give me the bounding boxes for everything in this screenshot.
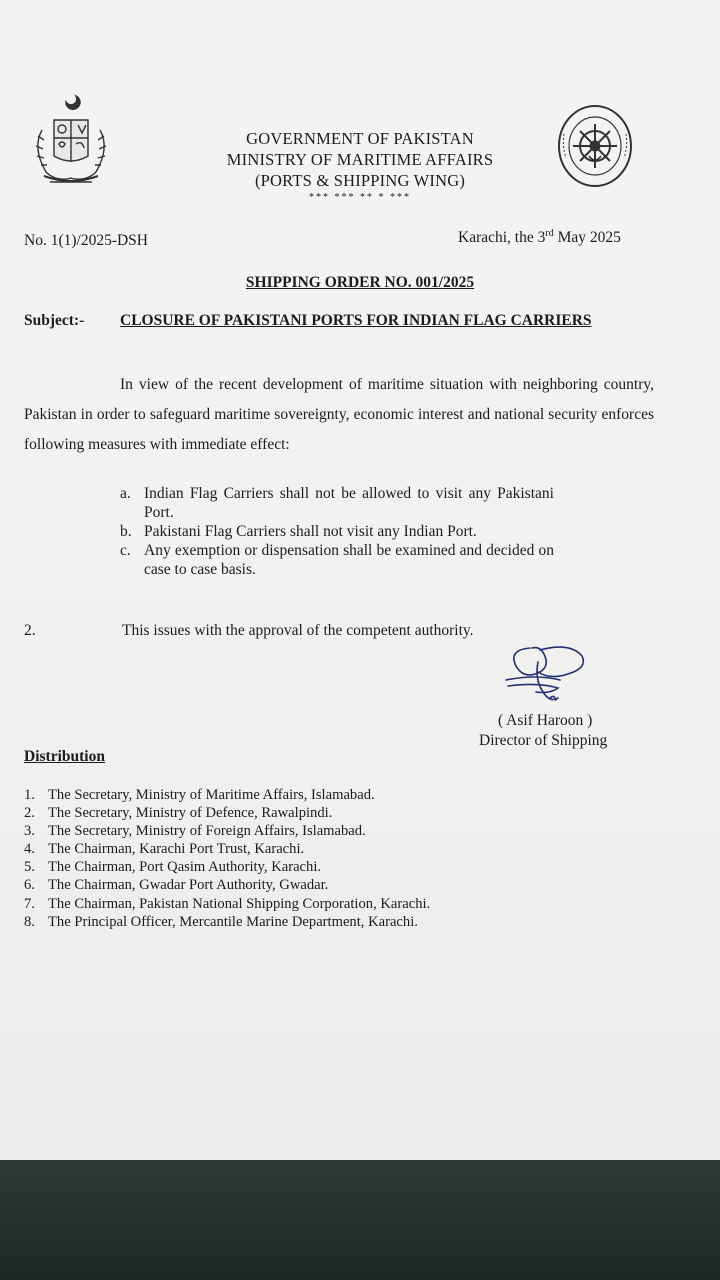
- distribution-item-text: The Principal Officer, Mercantile Marine Department, Karachi.: [48, 913, 418, 930]
- paragraph-number: 2.: [24, 622, 36, 639]
- measures-list: [120, 484, 554, 579]
- letterhead: [160, 128, 560, 205]
- distribution-item-text: The Chairman, Port Qasim Authority, Karachi.: [48, 859, 322, 876]
- measure-letter: c.: [120, 542, 131, 559]
- signature: [500, 640, 590, 710]
- distribution-item-number: 6.: [24, 877, 35, 894]
- distribution-item-number: 8.: [24, 913, 35, 930]
- header-line-government: GOVERNMENT OF PAKISTAN: [246, 129, 474, 148]
- measure-item: [120, 522, 554, 541]
- distribution-item-number: 3.: [24, 823, 35, 840]
- header-line-wing: (PORTS & SHIPPING WING): [254, 171, 466, 190]
- header-line-ministry: MINISTRY OF MARITIME AFFAIRS: [226, 150, 494, 169]
- order-title: SHIPPING ORDER NO. 001/2025: [245, 274, 475, 291]
- intro-paragraph: In view of the recent development of maritime situation with neighboring country, Pakistan in order to safeguard maritime sovereignty, economic interest and national security enforces following measures with immediate effect:: [24, 376, 654, 453]
- distribution-title: Distribution: [24, 748, 105, 765]
- distribution-item: [24, 913, 430, 931]
- distribution-item: [24, 786, 430, 804]
- distribution-item: [24, 840, 430, 858]
- distribution-item-text: The Chairman, Pakistan National Shipping Corporation, Karachi.: [48, 895, 431, 912]
- measure-text: Any exemption or dispensation shall be examined and decided on case to case basis.: [144, 542, 554, 578]
- measure-letter: b.: [120, 523, 132, 540]
- measure-text: Indian Flag Carriers shall not be allowed to visit any Pakistani Port.: [144, 485, 554, 521]
- date-prefix: Karachi, the 3: [458, 229, 546, 247]
- measure-item: [120, 541, 554, 579]
- distribution-item-text: The Secretary, Ministry of Maritime Affairs, Islamabad.: [48, 787, 375, 803]
- distribution-item-text: The Chairman, Karachi Port Trust, Karachi.: [48, 841, 305, 858]
- subject-label: Subject:-: [24, 312, 85, 329]
- distribution-item-number: 4.: [24, 841, 35, 858]
- date-ordinal-suffix: rd: [545, 228, 554, 239]
- approval-paragraph: This issues with the approval of the competent authority.: [122, 622, 474, 639]
- ports-shipping-wing-seal-icon: [556, 104, 634, 188]
- measure-text: Pakistani Flag Carriers shall not visit any Indian Port.: [144, 523, 477, 540]
- distribution-item: [24, 895, 430, 913]
- measure-letter: a.: [120, 485, 131, 502]
- distribution-item: [24, 858, 430, 876]
- header-stars: *** *** ** * ***: [309, 192, 411, 203]
- subject-text: CLOSURE OF PAKISTANI PORTS FOR INDIAN FLAG CARRIERS: [120, 312, 592, 329]
- distribution-item-number: 5.: [24, 859, 35, 876]
- reference-number: No. 1(1)/2025-DSH: [24, 232, 148, 249]
- distribution-item-number: 7.: [24, 895, 35, 912]
- distribution-list: [24, 786, 430, 931]
- pakistan-state-emblem-icon: [28, 92, 114, 192]
- distribution-item-number: 2.: [24, 805, 35, 822]
- document-date: [458, 228, 621, 247]
- distribution-item-text: The Secretary, Ministry of Defence, Rawalpindi.: [48, 805, 333, 822]
- date-month-year: May 2025: [553, 229, 621, 247]
- signatory-name: ( Asif Haroon ): [498, 712, 593, 729]
- distribution-item: [24, 804, 430, 822]
- distribution-item-text: The Chairman, Gwadar Port Authority, Gwadar.: [48, 877, 329, 894]
- distribution-item: [24, 822, 430, 840]
- distribution-item-number: 1.: [24, 787, 35, 803]
- measure-item: [120, 484, 554, 522]
- signatory-designation: Director of Shipping: [479, 732, 608, 749]
- desk-surface-background: [0, 1160, 720, 1280]
- distribution-item: [24, 876, 430, 894]
- distribution-item-text: The Secretary, Ministry of Foreign Affairs, Islamabad.: [48, 823, 366, 840]
